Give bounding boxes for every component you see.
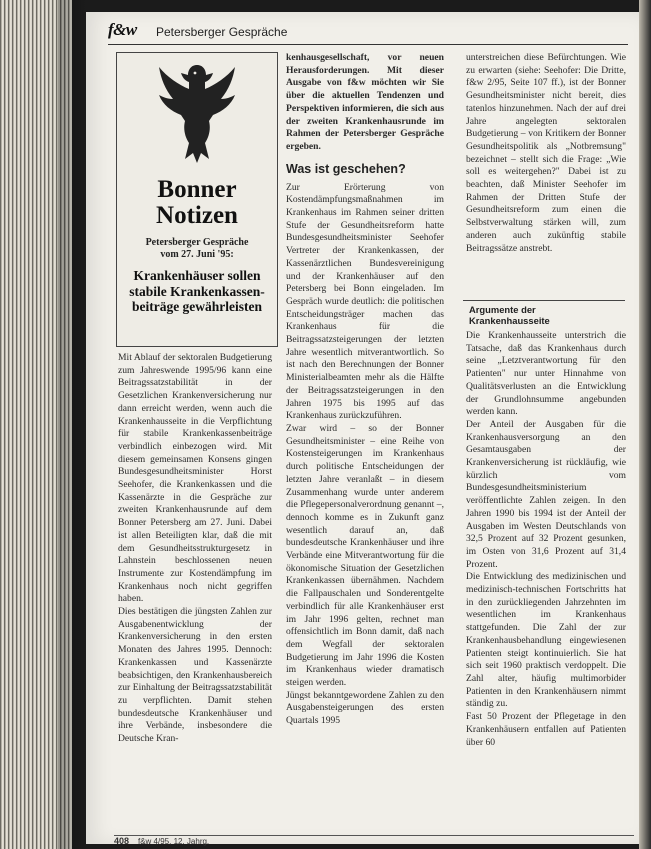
- box-meta-line-1: Petersberger Gespräche: [145, 237, 249, 248]
- col1-paragraph-1: Mit Ablauf der sektoralen Budgetierung zum Jahreswende 1995/96 kann eine Beitragssatzstabilität in der Gesetzlichen Krankenversicherung nur dann erreicht werden, wenn auch die Krankenhausseite in die Verpflichtung für stabile Krankenkassenbeiträge verbindlich einbezogen wird. Mit diesem gemeinsamen Konsens gingen Bundesgesundheitsminister Horst Seehofer, die Krankenkassen und die Kassenärzte in die Gespräche zur zweiten Krankenhausrunde auf dem Bonner Petersberg am 27. Juni. Dabei ist allen Beteiligten klar, daß die mit dem Gesundheitsstrukturgesetz in Lahnstein beschlossenen neuen Instrumente zur Kostendämpfung im Krankenhaus noch nicht gegriffen haben.: [118, 352, 272, 605]
- col2-paragraph-2: Zwar wird – so der Bonner Gesundheitsminister – eine Reihe von Kostensteigerungen im Krankenhaus durch politische Entscheidungen der letzten Jahre veranlaßt – in diesem Zusammenhang wurde unter anderem die Pflegepersonalverordnung genannt –, dennoch komme es in Zukunft ganz wesentlich darauf an, daß bundesdeutsche Krankenhäuser und ihre Verbände eine Mitverantwortung für die ökonomische Situation der Gesetzlichen Krankenkassen übernähmen. Nachdem die Fallpauschalen und Sonderentgelte verbindlich für alle Krankenhäuser erst im Jahr 1996 gelten, rechnet man offensichtlich im Bonn damit, daß nach dem Wegfall der sektoralen Budgetierung im Jahr 1996 die Kosten im Krankenhaus wieder dramatisch steigen werden.: [286, 422, 444, 689]
- footer-source: f&w 4/95, 12. Jahrg.: [138, 837, 210, 846]
- page-number: 408: [114, 836, 130, 846]
- page-header: [108, 20, 628, 45]
- col2-intro: kenhausgesellschaft, vor neuen Herausforderungen. Mit dieser Ausgabe von f&w möchten wir Sie über die aktuellen Tendenzen und Perspektiven informieren, die sich aus der zweiten Krankenhausrunde im Rahmen der Petersberger Gespräche ergeben.: [286, 52, 444, 152]
- binding-shadow: [58, 0, 86, 849]
- column-3-top: [466, 52, 626, 296]
- box-title-line-1: Bonner: [157, 176, 237, 203]
- col3-paragraph-5: Fast 50 Prozent der Pflegetage in den Krankenhäusern entfallen auf Patienten über 60: [466, 711, 626, 748]
- title-box: [116, 52, 278, 347]
- column-2: [286, 52, 444, 830]
- column-3-bottom: [466, 330, 626, 830]
- box-headline-line-1: Krankenhäuser sollen: [133, 268, 261, 283]
- article-title-line-1: Argumente der: [469, 304, 536, 315]
- federal-eagle-icon: [155, 59, 239, 165]
- page-edge: [639, 0, 651, 849]
- header-title: Petersberger Gespräche: [156, 25, 288, 39]
- col3-paragraph-3: Der Anteil der Ausgaben für die Krankenhausversorgung an den Gesamtausgaben der Krankenversicherung ist rückläufig, wie kürzlich vom Bundesgesundheitsministerium veröffentlichte Zahlen zeigen. In den Jahren 1990 bis 1994 ist der Anteil der Ausgaben im Westen Deutschlands von 32,5 Prozent auf 32 Prozent gesunken, im Osten von 31,6 Prozent auf 31,4 Prozent.: [466, 418, 626, 570]
- box-title-line-2: Notizen: [156, 202, 238, 229]
- box-meta: [117, 237, 277, 261]
- col3-paragraph-4: Die Entwicklung des medizinischen und medizinisch-technischen Fortschritts hat in den zurückliegenden Jahrzehnten im wesentlichen im Krankenhaus stattgefunden. Die Zahl der zur Krankenhausbehandlung eingewiesenen Patienten steigt kontinuierlich. Sie hat sich seit 1960 praktisch verdoppelt. Die Zahl alter, häufig multimorbider Patienten in den Krankenhäusern nimmt ständig zu.: [466, 571, 626, 710]
- col1-paragraph-2: Dies bestätigen die jüngsten Zahlen zur Ausgabenentwicklung der Krankenversicherung in den ersten Monaten des Jahres 1995. Dennoch: Krankenkassen und Kassenärzte beabsichtigen, den Krankenhausbereich zur Einhaltung der Beitragssatzstabilität zu verpflichten. Damit stehen bundesdeutsche Krankenhäuser und ihre Verbände, insbesondere die Deutsche Kran-: [118, 606, 272, 745]
- box-headline: [117, 268, 277, 315]
- box-headline-line-2: stabile Krankenkassen-: [129, 283, 265, 299]
- col2-paragraph-1: Zur Erörterung von Kostendämpfungsmaßnahmen im Krankenhaus im Rahmen seiner dritten Stufe der Gesundheitsreform hatte Bundesgesundheitsminister Seehofer Vertreter der Krankenkassen, der Kassenärztlichen Bundesvereinigung und der Krankenhäuser auf den Petersberg bei Bonn eingeladen. Im Gespräch wurde deutlich: die politischen Entscheidungsträger machen das Krankenhaus für die Beitragssatzsteigerungen der letzten Jahre wesentlich mitverantwortlich. So ist nach den Berechnungen der Bonner Ministerialbeamten mehr als die Hälfte der Beitragssatzsteigerungen in den Jahren 1975 bis 1995 auf das Krankenhaus zurückzuführen.: [286, 181, 444, 422]
- col3-paragraph-2: Die Krankenhausseite unterstrich die Tatsache, daß das Krankenhaus durch seine „Letztverantwortung für den Patienten" nur unter Hinnahme von Qualitätsverlusten an die Entwicklung der Grundlohnsumme angebunden werden kann.: [466, 330, 626, 418]
- col2-subheading: Was ist geschehen?: [286, 161, 406, 176]
- fw-logo: f&w: [108, 20, 137, 39]
- article-title: [469, 304, 550, 326]
- article-title-line-2: Krankenhausseite: [469, 315, 550, 326]
- page-footer: [114, 835, 634, 846]
- box-headline-line-3: beiträge gewährleisten: [131, 299, 263, 314]
- box-meta-line-2: vom 27. Juni '95:: [160, 249, 234, 260]
- column-1: [118, 352, 272, 830]
- col3-paragraph-1: unterstreichen diese Befürchtungen. Wie zu erwarten (siehe: Seehofer: Die Dritte, f&w 2/95, Seite 107 ff.), ist der Bonner Gesundheitsminister nicht bereit, dies tatenlos hinzunehmen. Nach der auf drei Jahre angelegten sektoralen Budgetierung – von Kritikern der Bonner Gesundheitspolitik als „Notbremsung" bezeichnet – stellt sich die Frage: „Wie soll es weitergehen?" Dabei ist zu beachten, daß Minister Seehofer im Rahmen der Dritten Stufe der Gesundheitsreform zum einen die Selbstverwaltung stärken will, zum anderen auch zukünftig stabile Beitragssätze anstrebt.: [466, 52, 626, 254]
- col2-paragraph-3: Jüngst bekanntgewordene Zahlen zu den Ausgabensteigerungen des ersten Quartals 1995: [286, 689, 444, 727]
